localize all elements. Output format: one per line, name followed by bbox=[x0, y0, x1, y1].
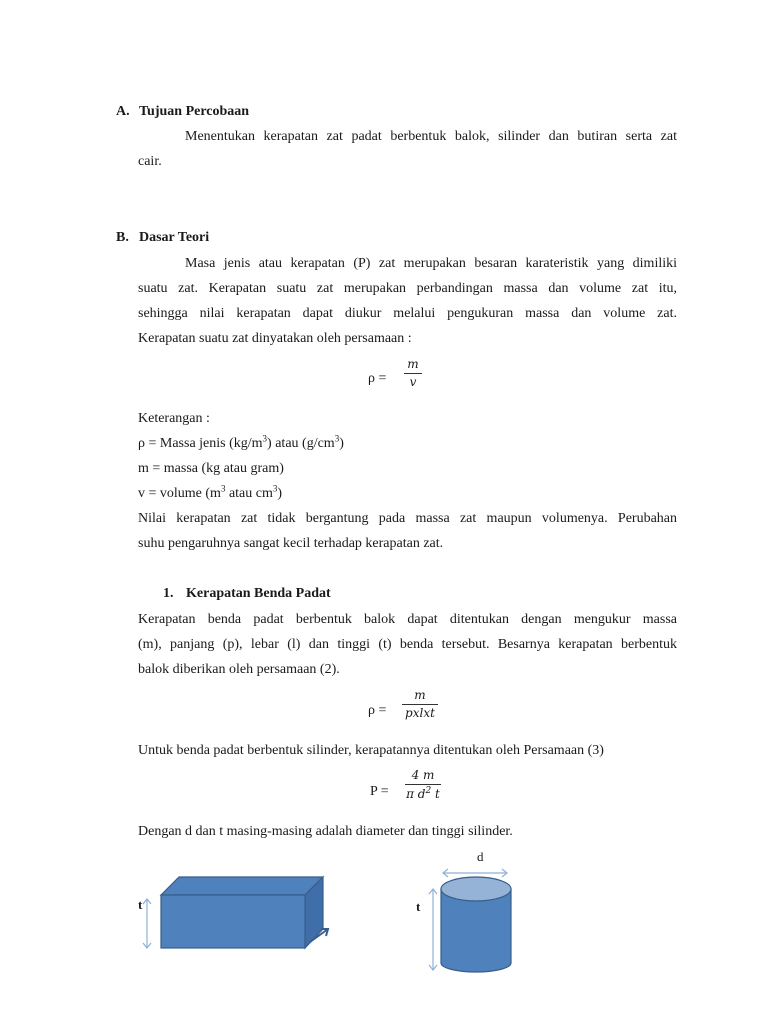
eq2-lhs: ρ = bbox=[368, 703, 387, 718]
section-a-title: Tujuan Percobaan bbox=[139, 104, 250, 119]
cylinder-height-label: t bbox=[416, 899, 421, 914]
section-a-line-1: Menentukan kerapatan zat padat berbentuk balok, silinder dan butiran serta zat bbox=[185, 129, 677, 144]
section-b-p2-line-2: suhu pengaruhnya sangat kecil terhadap kerapatan zat. bbox=[138, 536, 444, 551]
box-figure bbox=[130, 870, 340, 960]
keterangan-block bbox=[138, 406, 677, 556]
subsection-1-number: 1. bbox=[163, 586, 174, 601]
eq3-numerator: 4 m bbox=[411, 768, 435, 782]
eq2-denominator: pxlxt bbox=[405, 706, 435, 720]
sub1-line-5: Dengan d dan t masing-masing adalah diameter dan tinggi silinder. bbox=[138, 824, 513, 839]
eq1-denominator: v bbox=[409, 375, 417, 389]
keterangan-m: m = massa (kg atau gram) bbox=[138, 461, 284, 476]
sub1-line-1: Kerapatan benda padat berbentuk balok dapat ditentukan dengan mengukur massa bbox=[138, 612, 677, 627]
eq3-lhs: P = bbox=[370, 784, 389, 799]
keterangan-heading: Keterangan : bbox=[138, 411, 210, 426]
section-b-p1-line-3: sehingga nilai kerapatan dapat diukur melalui pengukuran massa dan volume zat. bbox=[138, 306, 677, 321]
eq3-denominator: π $d^2$ t bbox=[406, 786, 440, 801]
eq2-fraction-bar bbox=[402, 704, 438, 705]
eq1-lhs: ρ = bbox=[368, 371, 387, 386]
section-a-letter: A. bbox=[116, 104, 130, 119]
eq2-numerator: m bbox=[414, 688, 426, 702]
box-front-face bbox=[161, 895, 305, 948]
cylinder-top-face bbox=[441, 877, 511, 901]
eq1-fraction-bar bbox=[404, 373, 422, 374]
section-b-p1-line-4: Kerapatan suatu zat dinyatakan oleh persamaan : bbox=[138, 331, 412, 346]
section-a-line-2: cair. bbox=[138, 154, 162, 169]
section-b-p1-line-2: suatu zat. Kerapatan suatu zat merupakan perbandingan massa dan volume zat itu, bbox=[138, 281, 677, 296]
sub1-line-2: (m), panjang (p), lebar (l) dan tinggi (t) benda tersebut. Besarnya kerapatan berbentuk bbox=[138, 637, 677, 652]
section-b-p1-line-1: Masa jenis atau kerapatan (P) zat merupakan besaran karateristik yang dimiliki bbox=[185, 256, 677, 271]
eq1-numerator: m bbox=[407, 357, 419, 371]
section-b-letter: B. bbox=[116, 230, 129, 245]
box-top-face bbox=[161, 877, 323, 895]
keterangan-v: v = volume ($m^3$ atau $cm^3$) bbox=[138, 483, 283, 501]
box-height-label: t bbox=[138, 897, 143, 912]
section-b-title: Dasar Teori bbox=[139, 230, 210, 245]
sub1-line-3: balok diberikan oleh persamaan (2). bbox=[138, 662, 340, 677]
section-b-p2-line-1: Nilai kerapatan zat tidak bergantung pada massa zat maupun volumenya. Perubahan bbox=[138, 511, 677, 526]
keterangan-rho: ρ = Massa jenis $(kg/m^3)$ atau $(g/cm^3)$ bbox=[138, 433, 344, 451]
eq3-fraction-bar bbox=[405, 784, 441, 785]
subsection-1-paragraph bbox=[138, 607, 677, 682]
sub1-line-4: Untuk benda padat berbentuk silinder, kerapatannya ditentukan oleh Persamaan (3) bbox=[138, 743, 604, 758]
section-a-paragraph bbox=[138, 124, 677, 174]
section-b-paragraph-1 bbox=[138, 251, 677, 351]
cylinder-figure bbox=[420, 862, 520, 974]
subsection-1-title: Kerapatan Benda Padat bbox=[186, 586, 331, 601]
cylinder-diameter-label: d bbox=[477, 849, 484, 864]
